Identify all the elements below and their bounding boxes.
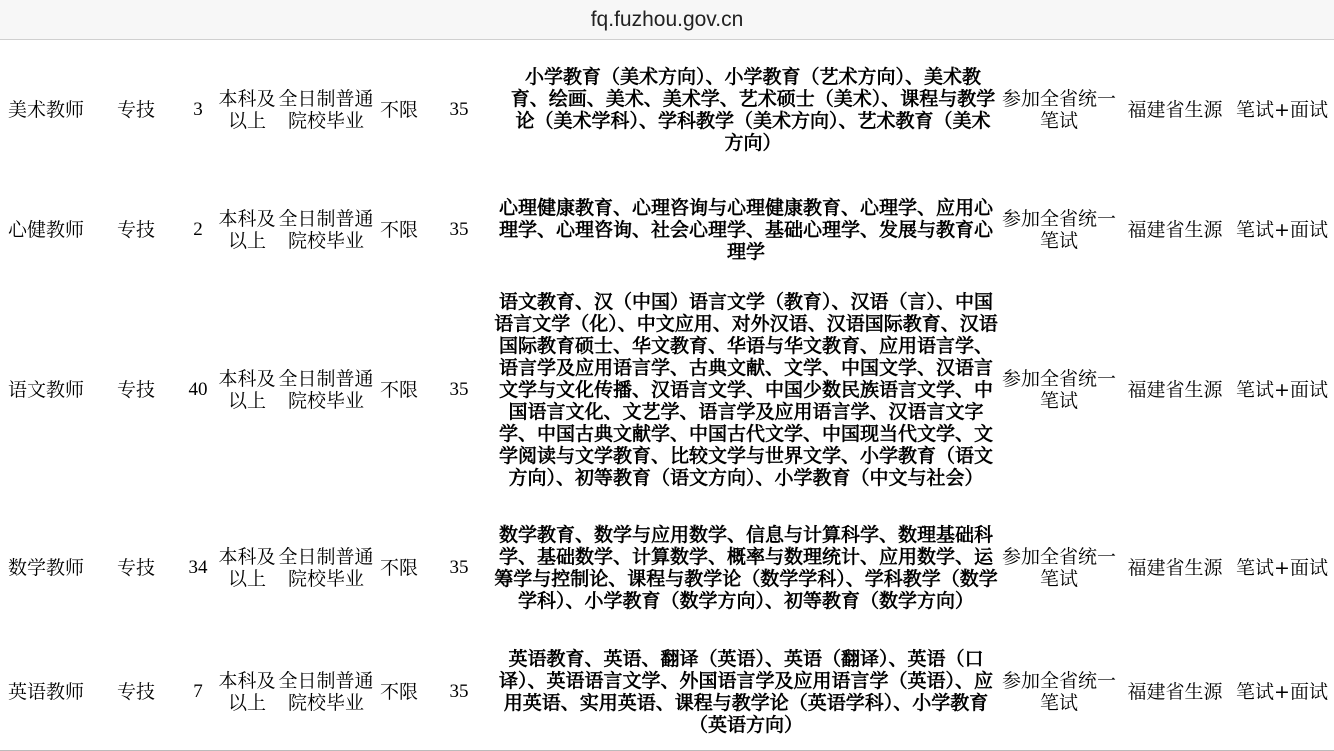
position-name: 心健教师 (7, 219, 84, 241)
other-condition: 参加全省统一笔试 (1001, 545, 1116, 590)
age-limit: 35 (449, 681, 469, 703)
position-name: 英语教师 (7, 681, 84, 704)
position-category: 专技 (116, 556, 155, 579)
hiring-count: 7 (193, 681, 203, 703)
url-text: fq.fuzhou.gov.cn (590, 7, 744, 31)
exam-method: 笔试+面试 (1236, 99, 1328, 121)
education-requirement: 本科及以上 (218, 545, 276, 590)
table-row (0, 180, 1334, 280)
hiring-count: 40 (188, 379, 208, 400)
exam-method: 笔试+面试 (1236, 556, 1328, 579)
school-type-requirement: 全日制普通院校毕业 (278, 545, 374, 590)
gender-requirement: 不限 (379, 219, 418, 241)
exam-method: 笔试+面试 (1236, 219, 1328, 241)
other-condition: 参加全省统一笔试 (1001, 670, 1116, 715)
school-type-requirement: 全日制普通院校毕业 (278, 88, 374, 132)
address-bar[interactable] (0, 0, 1334, 40)
age-limit: 35 (449, 219, 469, 240)
position-name: 美术教师 (7, 99, 84, 121)
hiring-count: 34 (188, 556, 208, 578)
table-row (0, 40, 1334, 180)
school-type-requirement: 全日制普通院校毕业 (278, 208, 374, 252)
position-name: 语文教师 (7, 379, 84, 401)
other-condition: 参加全省统一笔试 (1001, 368, 1116, 412)
position-category: 专技 (116, 219, 155, 241)
table-row (0, 635, 1334, 750)
education-requirement: 本科及以上 (218, 670, 276, 715)
applicant-source: 福建省生源 (1127, 681, 1223, 704)
exam-method: 笔试+面试 (1236, 379, 1328, 401)
applicant-source: 福建省生源 (1127, 556, 1223, 579)
position-category: 专技 (116, 379, 155, 401)
school-type-requirement: 全日制普通院校毕业 (278, 368, 374, 412)
applicant-source: 福建省生源 (1127, 99, 1223, 121)
position-category: 专技 (116, 681, 155, 704)
table-row (0, 280, 1334, 500)
position-name: 数学教师 (7, 556, 84, 579)
age-limit: 35 (449, 379, 469, 400)
age-limit: 35 (449, 556, 469, 578)
hiring-count: 2 (193, 219, 203, 240)
major-requirement: 小学教育（美术方向）、小学教育（艺术方向）、美术教育、绘画、美术、美术学、艺术硕士（美术）、课程与教学论（美术学科）、学科教学（美术方向）、艺术教育（美术方向） (510, 66, 996, 154)
education-requirement: 本科及以上 (218, 88, 276, 132)
table-row (0, 500, 1334, 635)
applicant-source: 福建省生源 (1127, 379, 1223, 401)
education-requirement: 本科及以上 (218, 368, 276, 412)
hiring-count: 3 (193, 99, 203, 120)
major-requirement: 英语教育、英语、翻译（英语）、英语（翻译）、英语（口译）、英语语言文学、外国语言学及应用语言学（英语）、应用英语、实用英语、课程与教学论（英语学科）、小学教育（英语方向） (498, 648, 993, 737)
age-limit: 35 (449, 99, 469, 120)
recruitment-table (0, 40, 1334, 751)
other-condition: 参加全省统一笔试 (1001, 88, 1116, 132)
exam-method: 笔试+面试 (1236, 681, 1328, 704)
major-requirement: 语文教育、汉（中国）语言文学（教育）、汉语（言）、中国语言文学（化）、中文应用、对外汉语、汉语国际教育、汉语国际教育硕士、华文教育、华语与华文教育、应用语言学、语言学及应用语言学、古典文献、文学、中国文学、汉语言文学与文化传播、汉语言文学、中国少数民族语言文学、中国语言文化、文艺学、语言学及应用语言学、汉语言文字学、中国古典文献学、中国古代文学、中国现当代文学、文学阅读与文学教育、比较文学与世界文学、小学教育（语文方向）、初等教育（语文方向）、小学教育（中文与社会） (494, 291, 998, 489)
major-requirement: 数学教育、数学与应用数学、信息与计算科学、数理基础科学、基础数学、计算数学、概率与数理统计、应用数学、运筹学与控制论、课程与教学论（数学学科）、学科教学（数学学科）、小学教育（数学方向）、初等教育（数学方向） (494, 523, 998, 612)
gender-requirement: 不限 (379, 681, 418, 704)
education-requirement: 本科及以上 (218, 208, 276, 252)
gender-requirement: 不限 (379, 99, 418, 121)
position-category: 专技 (116, 99, 155, 121)
applicant-source: 福建省生源 (1127, 219, 1223, 241)
school-type-requirement: 全日制普通院校毕业 (278, 670, 374, 715)
major-requirement: 心理健康教育、心理咨询与心理健康教育、心理学、应用心理学、心理咨询、社会心理学、基础心理学、发展与教育心理学 (498, 197, 993, 263)
gender-requirement: 不限 (379, 379, 418, 401)
gender-requirement: 不限 (379, 556, 418, 579)
other-condition: 参加全省统一笔试 (1001, 208, 1116, 252)
